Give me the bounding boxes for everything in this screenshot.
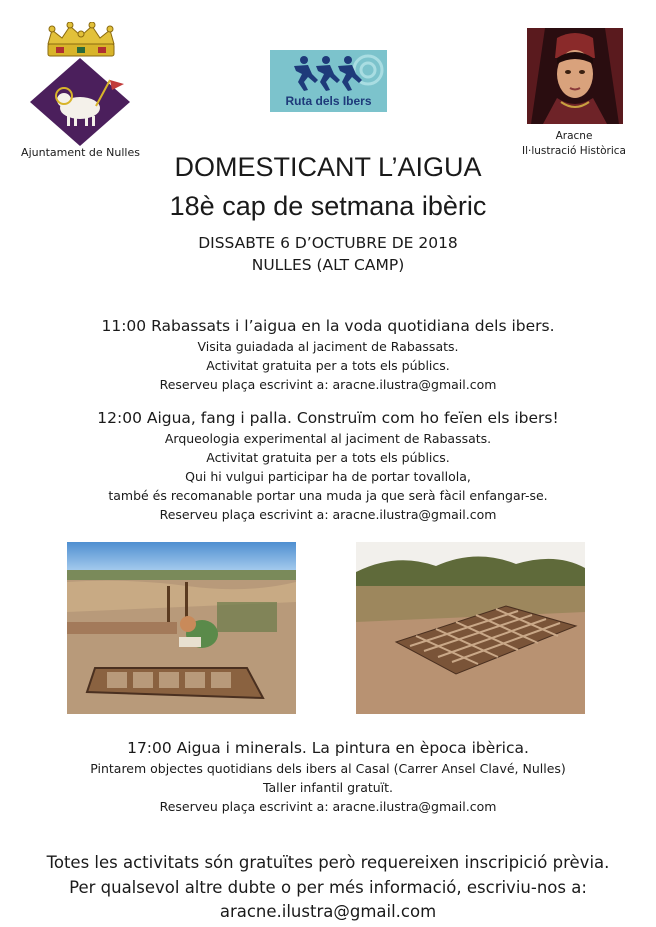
activity-title: 11:00 Rabassats i l’aigua en la voda quotidiana dels ibers. xyxy=(101,317,555,335)
activity-line: Qui hi vulgui participar ha de portar tovallola, xyxy=(185,469,471,484)
crown-icon xyxy=(42,22,120,58)
activity-line: Activitat gratuita per a tots els públics. xyxy=(206,358,450,373)
footer-email: aracne.ilustra@gmail.com xyxy=(219,902,437,921)
activity-line: també és recomanable portar una muda ja que serà fàcil enfangar-se. xyxy=(108,488,548,503)
activity-line: Visita guiadada al jaciment de Rabassats. xyxy=(197,339,459,354)
photo-drying-mud-bricks xyxy=(356,542,585,714)
event-title: DOMESTICANT L’AIGUA xyxy=(174,152,482,182)
lamb-shield-icon xyxy=(30,58,130,146)
footer-contact-note: Per qualsevol altre dubte o per més informació, escriviu-nos a: xyxy=(69,877,587,897)
ruta-ibers-logo xyxy=(270,50,387,112)
aracne-logo xyxy=(510,28,638,160)
activity-reservation-line: Reserveu plaça escrivint a: aracne.ilustra@gmail.com xyxy=(159,507,497,522)
mud-brick-mold-photo-icon xyxy=(67,542,296,714)
activity-reservation-line: Reserveu plaça escrivint a: aracne.ilustra@gmail.com xyxy=(159,799,497,814)
aracne-subtitle: Il·lustració Històrica xyxy=(522,145,626,157)
event-subtitle: 18è cap de setmana ibèric xyxy=(169,191,487,221)
event-date: DISSABTE 6 D’OCTUBRE DE 2018 xyxy=(198,234,458,252)
activity-3 xyxy=(0,737,656,816)
iberian-woman-portrait xyxy=(527,28,623,124)
ruta-ibers-text: Ruta dels Ibers xyxy=(285,94,372,108)
activity-title: 12:00 Aigua, fang i palla. Construïm com ho feïen els ibers! xyxy=(97,409,559,427)
activity-title: 17:00 Aigua i minerals. La pintura en època ibèrica. xyxy=(127,739,529,757)
activity-1 xyxy=(0,315,656,394)
runners-icon xyxy=(270,50,387,94)
activity-line: Activitat gratuita per a tots els públics. xyxy=(206,450,450,465)
activity-reservation-line: Reserveu plaça escrivint a: aracne.ilustra@gmail.com xyxy=(159,377,497,392)
footer-free-note: Totes les activitats són gratuïtes però requereixen inscripició prèvia. xyxy=(46,853,610,872)
activity-line: Taller infantil gratuït. xyxy=(262,780,394,795)
aracne-name: Aracne xyxy=(555,130,593,142)
municipality-logo xyxy=(18,22,143,162)
activity-line: Pintarem objectes quotidians dels ibers al Casal (Carrer Ansel Clavé, Nulles) xyxy=(90,761,566,776)
photo-person-making-mud-bricks xyxy=(67,542,296,714)
footer-note xyxy=(0,851,656,925)
portrait-illustration-icon xyxy=(527,28,623,124)
event-place: NULLES (ALT CAMP) xyxy=(251,256,405,274)
activity-line: Arqueologia experimental al jaciment de Rabassats. xyxy=(164,431,492,446)
municipality-caption: Ajuntament de Nulles xyxy=(21,146,140,159)
activity-2 xyxy=(0,407,656,524)
adobe-bricks-photo-icon xyxy=(356,542,585,714)
